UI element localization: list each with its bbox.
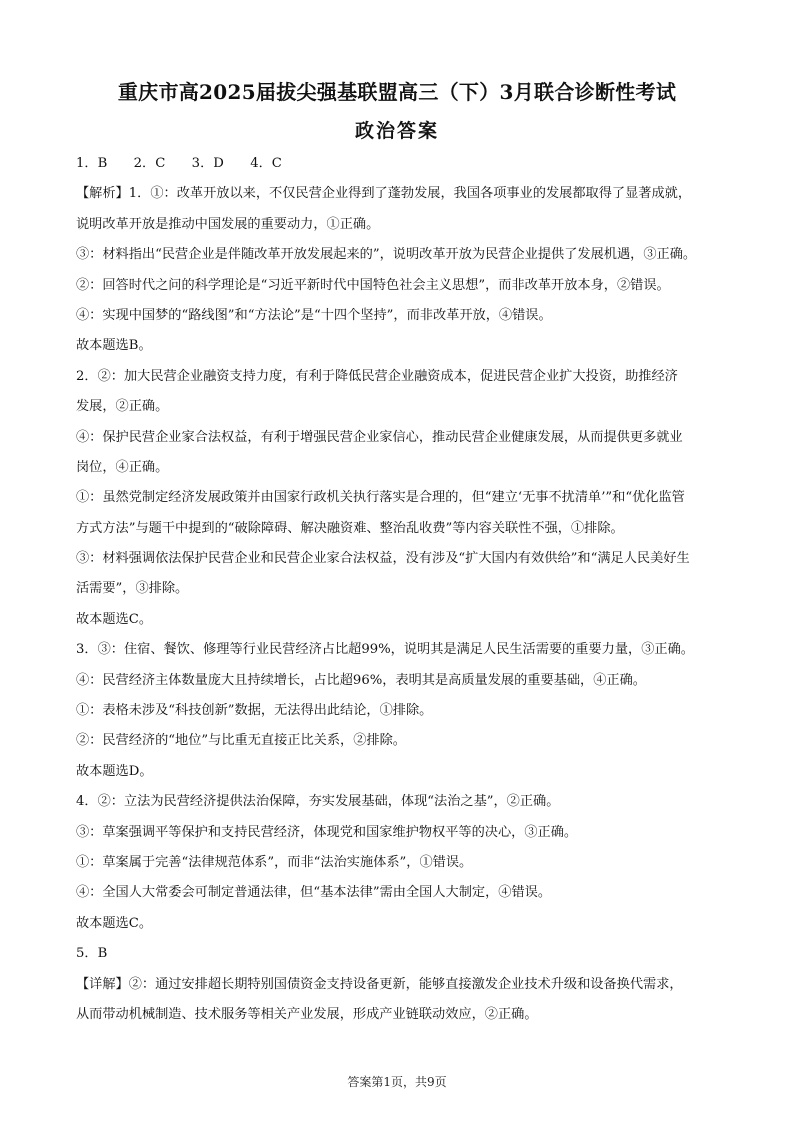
conclusion-line: 故本题选C。 [76,611,153,627]
text-line: 从而带动机械制造、技术服务等相关产业发展，形成产业链联动效应，②正确。 [76,1006,538,1022]
text-line: ②：民营经济的“地位”与比重无直接正比关系，②排除。 [76,733,406,749]
text-line: ②：回答时代之问的科学理论是“习近平新时代中国特色社会主义思想”，而非改革开放本身，②错误。 [76,277,670,293]
answer-key-line: 5．B [76,946,108,962]
text-line: 方式方法”与题干中提到的“破除障碍、解决融资难、整治乱收费”等内容关联性不强，①排除。 [76,520,624,536]
answer-body [76,153,720,1034]
text-line: ④：保护民营企业家合法权益，有利于增强民营企业家信心，推动民营企业健康发展，从而提供更多就业 [76,429,683,445]
text-line: ①：表格未涉及“科技创新”数据，无法得出此结论，①排除。 [76,703,433,719]
answer-key-line: 1．B 2．C 3．D 4．C [76,156,282,171]
conclusion-line: 故本题选D。 [76,763,153,779]
conclusion-line: 故本题选C。 [76,915,153,931]
text-line: 说明改革开放是推动中国发展的重要动力，①正确。 [76,216,380,232]
text-line: 岗位，④正确。 [76,459,169,475]
text-line: 【详解】②：通过安排超长期特别国债资金支持设备更新，能够直接激发企业技术升级和设备换代需求， [76,976,683,992]
text-line: ③：草案强调平等保护和支持民营经济，体现党和国家维护物权平等的决心，③正确。 [76,824,578,840]
text-line: ③：材料强调依法保护民营企业和民营企业家合法权益，没有涉及“扩大国内有效供给”和“满足人民美好生 [76,551,690,567]
text-line: 【解析】1．①：改革开放以来，不仅民营企业得到了蓬勃发展，我国各项事业的发展都取得了显著成就， [76,186,692,202]
exam-title: 重庆市高2025届拔尖强基联盟高三（下）3月联合诊断性考试 [117,80,677,104]
text-line: ①：草案属于完善“法律规范体系”，而非“法治实施体系”，①错误。 [76,854,473,870]
page-footer: 答案第1页，共9页 [347,1075,447,1089]
text-line: 发展，②正确。 [76,399,169,415]
text-line: ③：材料指出“民营企业是伴随改革开放发展起来的”，说明改革开放为民营企业提供了发展机遇，③正确。 [76,247,697,263]
text-line: 2．②：加大民营企业融资支持力度，有利于降低民营企业融资成本，促进民营企业扩大投资，助推经济 [76,368,678,384]
text-line: 4．②：立法为民营经济提供法治保障，夯实发展基础，体现“法治之基”，②正确。 [76,794,560,810]
conclusion-line: 故本题选B。 [76,338,152,354]
text-line: ①：虽然党制定经济发展政策并由国家行政机关执行落实是合理的，但“建立‘无事不扰清单’”和“优化监管 [76,490,685,506]
text-line: ④：全国人大常委会可制定普通法律，但“基本法律”需由全国人大制定，④错误。 [76,885,552,901]
answer-subtitle: 政治答案 [354,120,439,142]
text-line: 活需要”，③排除。 [76,581,189,597]
text-line: 3．③：住宿、餐饮、修理等行业民营经济占比超99%，说明其是满足人民生活需要的重要力量，③正确。 [76,642,694,658]
text-line: ④：民营经济主体数量庞大且持续增长，占比超96%，表明其是高质量发展的重要基础，④正确。 [76,672,646,688]
text-line: ④：实现中国梦的“路线图”和“方法论”是“十四个坚持”，而非改革开放，④错误。 [76,307,552,323]
